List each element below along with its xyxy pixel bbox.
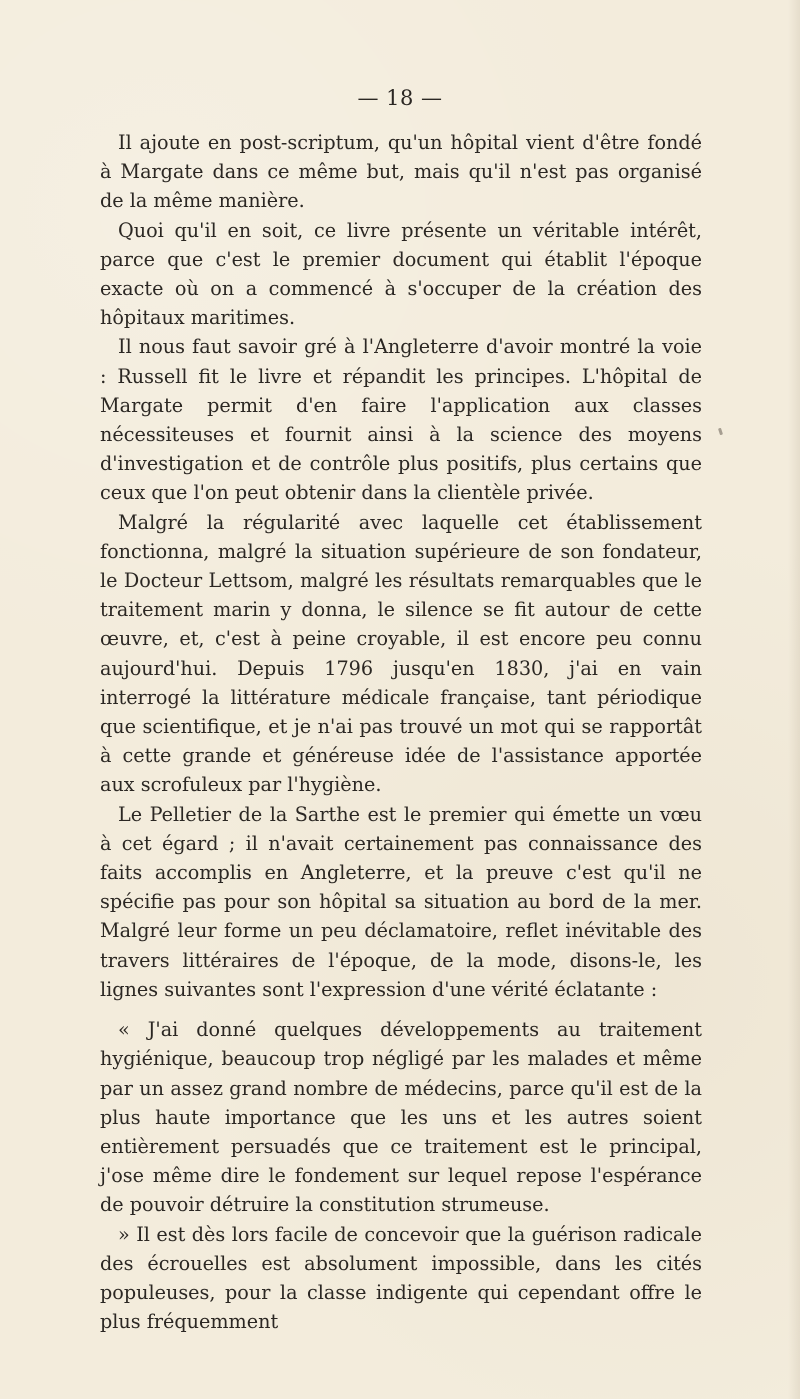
paragraph-1: Il ajoute en post-scriptum, qu'un hôpital vient d'être fondé à Margate dans ce même but, mais qu'il n'est pas organisé de la même manière.	[100, 131, 702, 213]
paragraph-3: Il nous faut savoir gré à l'Angleterre d'avoir montré la voie : Russell fit le livre et répandit les principes. L'hôpital de Margate permit d'en faire l'application aux classes nécessiteuses et fournit ainsi à la science des moyens d'investigation et de contrôle plus positifs, plus certains que ceux que l'on peut obtenir dans la clientèle privée.	[100, 335, 702, 505]
quotation-paragraph-1: « J'ai donné quelques développements au traitement hygiénique, beaucoup trop négligé par les malades et même par un assez grand nombre de médecins, parce qu'il est de la plus haute importance que les uns et les autres soient entièrement persuadés que ce traitement est le principal, j'ose même dire le fondement sur lequel repose l'espérance de pouvoir détruire la constitution strumeuse.	[100, 1018, 702, 1217]
page-edge-shadow	[788, 0, 800, 1399]
page-number: — 18 —	[357, 86, 443, 110]
paragraph-2: Quoi qu'il en soit, ce livre présente un véritable intérêt, parce que c'est le premier document qui établit l'époque exacte où on a commencé à s'occuper de la création des hôpitaux maritimes.	[100, 218, 702, 330]
margin-speck	[718, 428, 723, 436]
body-text	[100, 128, 702, 1336]
paragraph-4: Malgré la régularité avec laquelle cet établissement fonctionna, malgré la situation supérieure de son fondateur, le Docteur Lettsom, malgré les résultats remarquables que le traitement marin y donna, le silence se fit autour de cette œuvre, et, c'est à peine croyable, il est encore peu connu aujourd'hui. Depuis 1796 jusqu'en 1830, j'ai en vain interrogé la littérature médicale française, tant périodique que scientifique, et je n'ai pas trouvé un mot qui se rapportât à cette grande et généreuse idée de l'assistance apportée aux scrofuleux par l'hygiène.	[100, 510, 702, 797]
quotation-paragraph-2: » Il est dès lors facile de concevoir que la guérison radicale des écrouelles est absolument impossible, dans les cités populeuses, pour la classe indigente qui cependant offre le plus fréquemment	[100, 1222, 702, 1334]
paragraph-5: Le Pelletier de la Sarthe est le premier qui émette un vœu à cet égard ; il n'avait certainement pas connaissance des faits accomplis en Angleterre, et la preuve c'est qu'il ne spécifie pas pour son hôpital sa situation au bord de la mer. Malgré leur forme un peu déclamatoire, reflet inévitable des travers littéraires de l'époque, de la mode, disons-le, les lignes suivantes sont l'expression d'une vérité éclatante :	[100, 802, 702, 1001]
